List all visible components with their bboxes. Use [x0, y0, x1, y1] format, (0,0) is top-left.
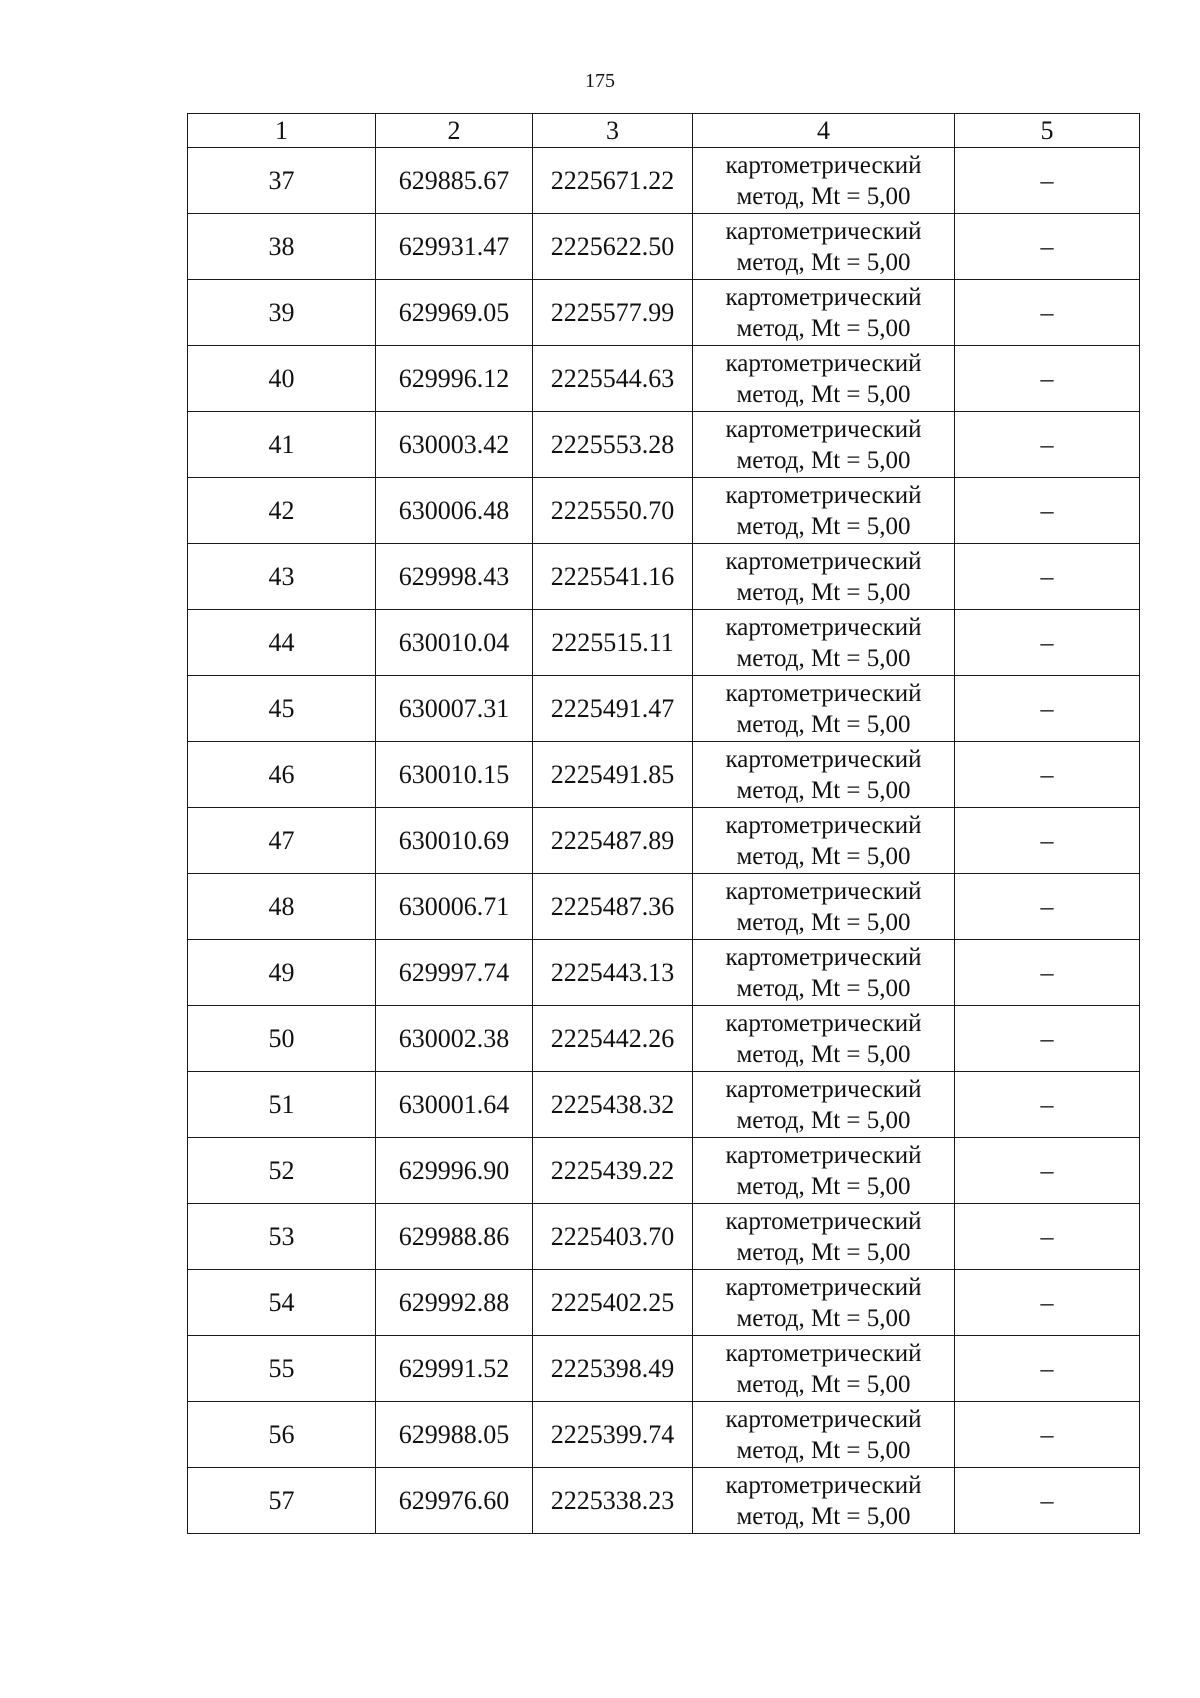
method-line-2: метод, Mt = 5,00 — [736, 1040, 911, 1068]
x-coordinate-cell: 630010.69 — [376, 808, 533, 874]
y-coordinate-cell: 2225443.13 — [533, 940, 693, 1006]
method-cell — [693, 148, 955, 214]
x-coordinate-cell: 630002.38 — [376, 1006, 533, 1072]
method-line-2: метод, Mt = 5,00 — [736, 1304, 911, 1332]
x-coordinate-cell: 630010.04 — [376, 610, 533, 676]
point-number-cell: 50 — [188, 1006, 376, 1072]
header-row — [188, 114, 1140, 148]
x-coordinate-cell: 629988.05 — [376, 1402, 533, 1468]
table-row — [188, 1270, 1140, 1336]
method-line-1: картометрический — [725, 1471, 922, 1499]
note-cell: – — [955, 280, 1140, 346]
table-row — [188, 808, 1140, 874]
note-cell: – — [955, 742, 1140, 808]
method-cell — [693, 610, 955, 676]
table-row — [188, 940, 1140, 1006]
method-line-2: метод, Mt = 5,00 — [736, 776, 911, 804]
note-cell: – — [955, 214, 1140, 280]
column-header: 4 — [693, 114, 955, 148]
method-cell — [693, 1468, 955, 1534]
y-coordinate-cell: 2225491.47 — [533, 676, 693, 742]
note-cell: – — [955, 1402, 1140, 1468]
method-line-2: метод, Mt = 5,00 — [736, 578, 911, 606]
table-row — [188, 148, 1140, 214]
note-cell: – — [955, 148, 1140, 214]
table-row — [188, 544, 1140, 610]
table-row — [188, 610, 1140, 676]
y-coordinate-cell: 2225398.49 — [533, 1336, 693, 1402]
table-row — [188, 1402, 1140, 1468]
method-cell — [693, 940, 955, 1006]
column-header: 5 — [955, 114, 1140, 148]
method-line-1: картометрический — [725, 811, 922, 839]
method-line-2: метод, Mt = 5,00 — [736, 1172, 911, 1200]
method-line-1: картометрический — [725, 943, 922, 971]
x-coordinate-cell: 630003.42 — [376, 412, 533, 478]
note-cell: – — [955, 676, 1140, 742]
method-cell — [693, 1072, 955, 1138]
method-line-2: метод, Mt = 5,00 — [736, 512, 911, 540]
table-row — [188, 1336, 1140, 1402]
method-line-2: метод, Mt = 5,00 — [736, 182, 911, 210]
method-line-1: картометрический — [725, 415, 922, 443]
x-coordinate-cell: 630006.71 — [376, 874, 533, 940]
y-coordinate-cell: 2225671.22 — [533, 148, 693, 214]
method-line-1: картометрический — [725, 1207, 922, 1235]
method-line-1: картометрический — [725, 1075, 922, 1103]
point-number-cell: 56 — [188, 1402, 376, 1468]
method-line-2: метод, Mt = 5,00 — [736, 908, 911, 936]
method-cell — [693, 214, 955, 280]
table-row — [188, 1468, 1140, 1534]
y-coordinate-cell: 2225403.70 — [533, 1204, 693, 1270]
point-number-cell: 44 — [188, 610, 376, 676]
point-number-cell: 41 — [188, 412, 376, 478]
note-cell: – — [955, 1138, 1140, 1204]
note-cell: – — [955, 1468, 1140, 1534]
x-coordinate-cell: 629969.05 — [376, 280, 533, 346]
y-coordinate-cell: 2225338.23 — [533, 1468, 693, 1534]
method-cell — [693, 544, 955, 610]
note-cell: – — [955, 346, 1140, 412]
point-number-cell: 51 — [188, 1072, 376, 1138]
column-header: 1 — [188, 114, 376, 148]
method-line-1: картометрический — [725, 877, 922, 905]
method-line-2: метод, Mt = 5,00 — [736, 842, 911, 870]
method-line-1: картометрический — [725, 613, 922, 641]
method-cell — [693, 676, 955, 742]
table-row — [188, 1072, 1140, 1138]
point-number-cell: 47 — [188, 808, 376, 874]
x-coordinate-cell: 629992.88 — [376, 1270, 533, 1336]
point-number-cell: 49 — [188, 940, 376, 1006]
method-cell — [693, 346, 955, 412]
point-number-cell: 48 — [188, 874, 376, 940]
point-number-cell: 57 — [188, 1468, 376, 1534]
method-line-2: метод, Mt = 5,00 — [736, 1502, 911, 1530]
table-row — [188, 874, 1140, 940]
y-coordinate-cell: 2225544.63 — [533, 346, 693, 412]
note-cell: – — [955, 610, 1140, 676]
x-coordinate-cell: 629991.52 — [376, 1336, 533, 1402]
point-number-cell: 43 — [188, 544, 376, 610]
table-row — [188, 346, 1140, 412]
point-number-cell: 45 — [188, 676, 376, 742]
method-cell — [693, 742, 955, 808]
method-line-1: картометрический — [725, 151, 922, 179]
method-line-2: метод, Mt = 5,00 — [736, 380, 911, 408]
x-coordinate-cell: 629988.86 — [376, 1204, 533, 1270]
coordinates-table — [187, 113, 1140, 1534]
method-line-2: метод, Mt = 5,00 — [736, 1106, 911, 1134]
x-coordinate-cell: 630007.31 — [376, 676, 533, 742]
method-line-2: метод, Mt = 5,00 — [736, 974, 911, 1002]
method-cell — [693, 1006, 955, 1072]
x-coordinate-cell: 629931.47 — [376, 214, 533, 280]
method-line-1: картометрический — [725, 547, 922, 575]
method-cell — [693, 1138, 955, 1204]
method-line-2: метод, Mt = 5,00 — [736, 248, 911, 276]
method-cell — [693, 1204, 955, 1270]
note-cell: – — [955, 874, 1140, 940]
method-line-2: метод, Mt = 5,00 — [736, 644, 911, 672]
method-cell — [693, 1270, 955, 1336]
x-coordinate-cell: 629996.12 — [376, 346, 533, 412]
method-line-2: метод, Mt = 5,00 — [736, 1238, 911, 1266]
point-number-cell: 53 — [188, 1204, 376, 1270]
note-cell: – — [955, 478, 1140, 544]
y-coordinate-cell: 2225491.85 — [533, 742, 693, 808]
x-coordinate-cell: 630010.15 — [376, 742, 533, 808]
method-line-1: картометрический — [725, 1339, 922, 1367]
point-number-cell: 42 — [188, 478, 376, 544]
table-body — [188, 148, 1140, 1534]
table-row — [188, 1138, 1140, 1204]
y-coordinate-cell: 2225541.16 — [533, 544, 693, 610]
method-line-1: картометрический — [725, 745, 922, 773]
method-line-1: картометрический — [725, 1009, 922, 1037]
point-number-cell: 52 — [188, 1138, 376, 1204]
method-cell — [693, 1336, 955, 1402]
method-cell — [693, 280, 955, 346]
y-coordinate-cell: 2225487.36 — [533, 874, 693, 940]
table-row — [188, 1006, 1140, 1072]
note-cell: – — [955, 808, 1140, 874]
method-line-1: картометрический — [725, 217, 922, 245]
method-line-1: картометрический — [725, 1273, 922, 1301]
table-row — [188, 280, 1140, 346]
table-row — [188, 214, 1140, 280]
y-coordinate-cell: 2225439.22 — [533, 1138, 693, 1204]
method-cell — [693, 874, 955, 940]
x-coordinate-cell: 630001.64 — [376, 1072, 533, 1138]
column-header: 3 — [533, 114, 693, 148]
method-line-2: метод, Mt = 5,00 — [736, 1436, 911, 1464]
y-coordinate-cell: 2225515.11 — [533, 610, 693, 676]
x-coordinate-cell: 629998.43 — [376, 544, 533, 610]
point-number-cell: 46 — [188, 742, 376, 808]
y-coordinate-cell: 2225622.50 — [533, 214, 693, 280]
method-line-2: метод, Mt = 5,00 — [736, 446, 911, 474]
note-cell: – — [955, 1336, 1140, 1402]
method-line-1: картометрический — [725, 349, 922, 377]
y-coordinate-cell: 2225399.74 — [533, 1402, 693, 1468]
table-row — [188, 478, 1140, 544]
method-line-1: картометрический — [725, 679, 922, 707]
method-line-2: метод, Mt = 5,00 — [736, 1370, 911, 1398]
method-line-1: картометрический — [725, 1141, 922, 1169]
page-number: 175 — [585, 70, 615, 92]
note-cell: – — [955, 1006, 1140, 1072]
method-line-1: картометрический — [725, 1405, 922, 1433]
table-row — [188, 1204, 1140, 1270]
note-cell: – — [955, 544, 1140, 610]
method-cell — [693, 1402, 955, 1468]
y-coordinate-cell: 2225553.28 — [533, 412, 693, 478]
y-coordinate-cell: 2225487.89 — [533, 808, 693, 874]
note-cell: – — [955, 1204, 1140, 1270]
note-cell: – — [955, 940, 1140, 1006]
method-cell — [693, 478, 955, 544]
y-coordinate-cell: 2225550.70 — [533, 478, 693, 544]
table-header — [188, 114, 1140, 148]
point-number-cell: 39 — [188, 280, 376, 346]
column-header: 2 — [376, 114, 533, 148]
point-number-cell: 37 — [188, 148, 376, 214]
y-coordinate-cell: 2225438.32 — [533, 1072, 693, 1138]
method-cell — [693, 808, 955, 874]
method-line-2: метод, Mt = 5,00 — [736, 314, 911, 342]
point-number-cell: 38 — [188, 214, 376, 280]
method-cell — [693, 412, 955, 478]
x-coordinate-cell: 629885.67 — [376, 148, 533, 214]
method-line-1: картометрический — [725, 283, 922, 311]
y-coordinate-cell: 2225442.26 — [533, 1006, 693, 1072]
point-number-cell: 40 — [188, 346, 376, 412]
note-cell: – — [955, 1072, 1140, 1138]
x-coordinate-cell: 629976.60 — [376, 1468, 533, 1534]
point-number-cell: 54 — [188, 1270, 376, 1336]
note-cell: – — [955, 1270, 1140, 1336]
y-coordinate-cell: 2225402.25 — [533, 1270, 693, 1336]
point-number-cell: 55 — [188, 1336, 376, 1402]
table-row — [188, 742, 1140, 808]
table-row — [188, 676, 1140, 742]
table-row — [188, 412, 1140, 478]
method-line-2: метод, Mt = 5,00 — [736, 710, 911, 738]
x-coordinate-cell: 629997.74 — [376, 940, 533, 1006]
note-cell: – — [955, 412, 1140, 478]
method-line-1: картометрический — [725, 481, 922, 509]
y-coordinate-cell: 2225577.99 — [533, 280, 693, 346]
x-coordinate-cell: 629996.90 — [376, 1138, 533, 1204]
x-coordinate-cell: 630006.48 — [376, 478, 533, 544]
